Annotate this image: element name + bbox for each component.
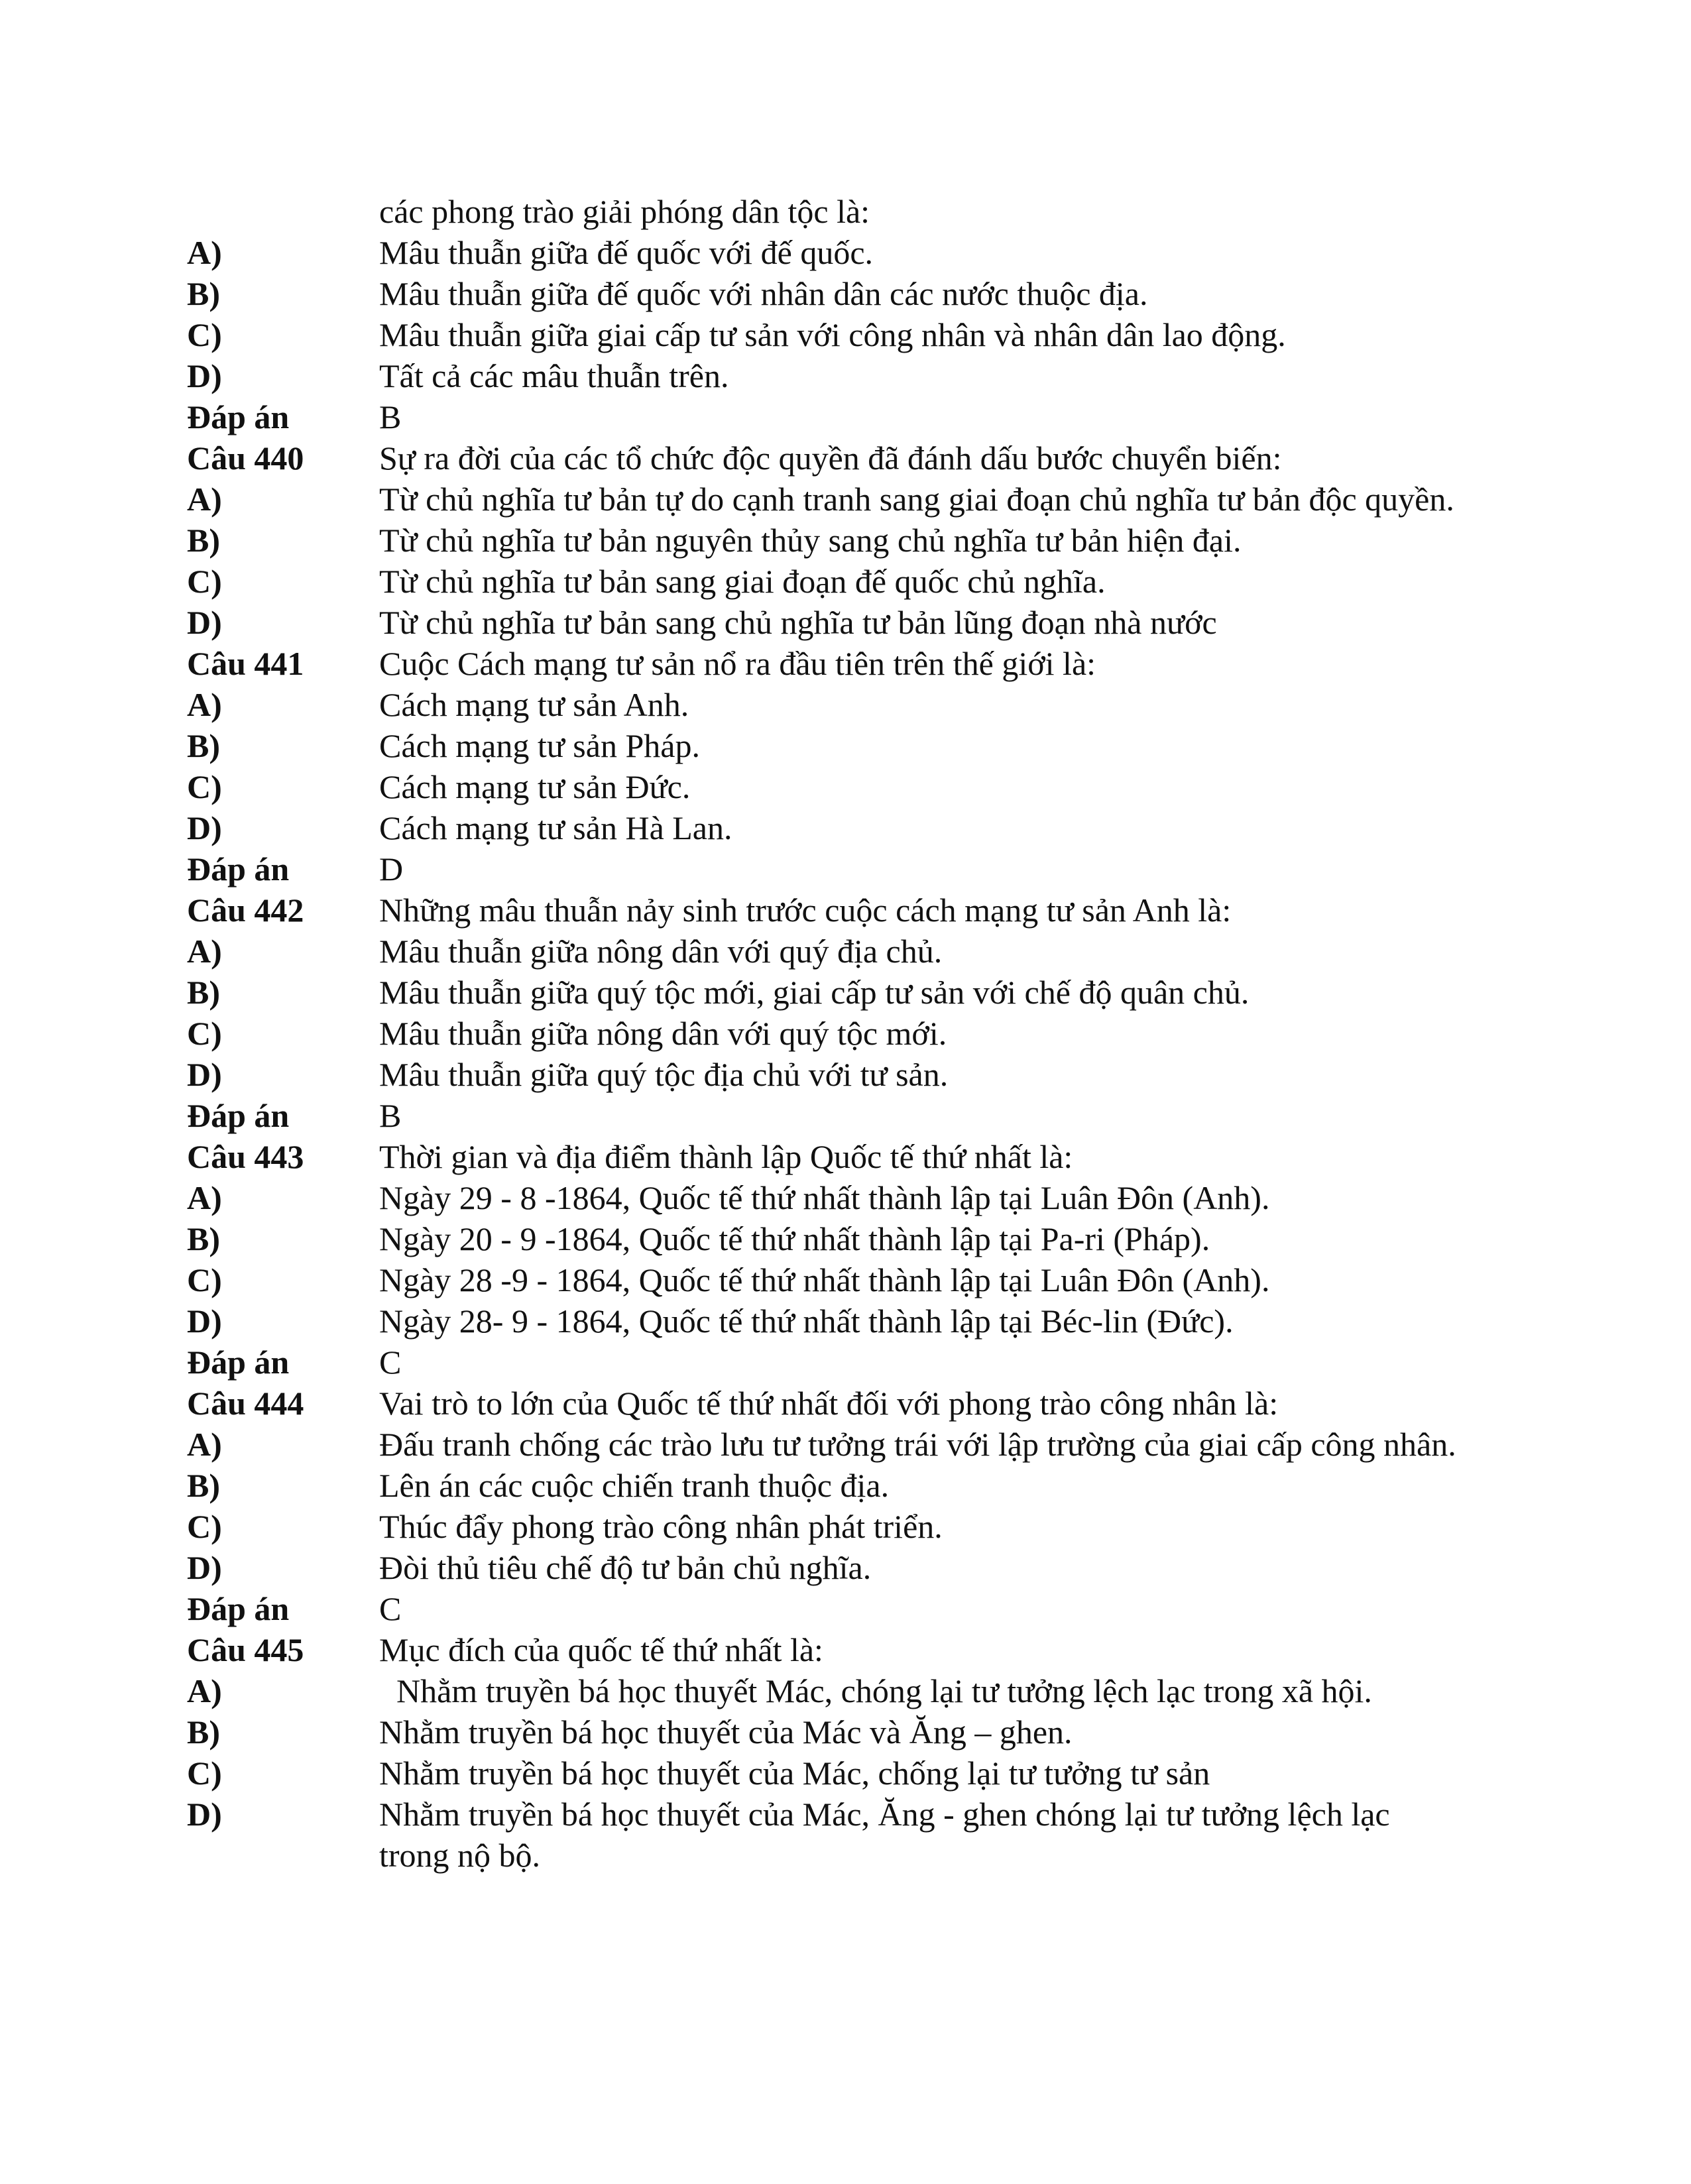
row-text: Cuộc Cách mạng tư sản nổ ra đầu tiên trên thế giới là: [379, 645, 1096, 682]
row-text: Mục đích của quốc tế thứ nhất là: [379, 1631, 823, 1668]
row-text: Ngày 28- 9 - 1864, Quốc tế thứ nhất thành lập tại Béc-lin (Đức). [379, 1302, 1234, 1340]
option-row [187, 1013, 1513, 1054]
row-text: Từ chủ nghĩa tư bản tự do cạnh tranh sang giai đoạn chủ nghĩa tư bản độc quyền. [379, 481, 1454, 518]
row-label: C) [187, 1261, 222, 1298]
option-row [187, 1794, 1513, 1876]
row-label: Câu 442 [187, 891, 304, 929]
option-row [187, 232, 1513, 273]
row-label: Câu 441 [187, 645, 304, 682]
row-text: Ngày 20 - 9 -1864, Quốc tế thứ nhất thành lập tại Pa-ri (Pháp). [379, 1220, 1210, 1257]
row-label: Đáp án [187, 850, 290, 888]
row-text: B [379, 398, 402, 435]
row-text: Mâu thuẫn giữa đế quốc với nhân dân các nước thuộc địa. [379, 275, 1148, 312]
row-text: Mâu thuẫn giữa nông dân với quý tộc mới. [379, 1015, 947, 1052]
option-row [187, 561, 1513, 602]
row-label: D) [187, 1302, 222, 1340]
answer-row [187, 1095, 1513, 1136]
row-label: Đáp án [187, 1590, 290, 1627]
option-row [187, 972, 1513, 1013]
option-row [187, 602, 1513, 643]
row-text: B [379, 1097, 402, 1134]
question-row [187, 437, 1513, 479]
row-label: B) [187, 1220, 220, 1257]
row-text: Nhằm truyền bá học thuyết của Mác, Ăng - ghen chóng lại tư tưởng lệch lạc trong nộ bộ. [379, 1796, 1390, 1874]
option-row [187, 1054, 1513, 1095]
row-label: A) [187, 481, 222, 518]
row-label: D) [187, 1796, 222, 1833]
option-row [187, 1711, 1513, 1753]
row-text: Mâu thuẫn giữa quý tộc địa chủ với tư sản. [379, 1056, 949, 1093]
row-text: Đòi thủ tiêu chế độ tư bản chủ nghĩa. [379, 1549, 872, 1586]
option-row [187, 1547, 1513, 1588]
question-row [187, 1383, 1513, 1424]
row-text: Nhằm truyền bá học thuyết Mác, chóng lại tư tưởng lệch lạc trong xã hội. [396, 1672, 1372, 1709]
row-text: Cách mạng tư sản Anh. [379, 686, 689, 723]
option-row [187, 1753, 1513, 1794]
row-text: Mâu thuẫn giữa quý tộc mới, giai cấp tư sản với chế độ quân chủ. [379, 974, 1250, 1011]
row-text: Sự ra đời của các tổ chức độc quyền đã đánh dấu bước chuyển biến: [379, 439, 1282, 477]
option-row [187, 273, 1513, 314]
row-text: Đấu tranh chống các trào lưu tư tưởng trái với lập trường của giai cấp công nhân. [379, 1426, 1456, 1463]
row-text: C [379, 1590, 402, 1627]
option-row [187, 1506, 1513, 1547]
row-label: Câu 440 [187, 439, 304, 477]
row-text: Từ chủ nghĩa tư bản nguyên thủy sang chủ nghĩa tư bản hiện đại. [379, 522, 1242, 559]
option-row [187, 1424, 1513, 1465]
row-text: D [379, 850, 404, 888]
row-label: Đáp án [187, 1344, 290, 1381]
row-text: Thúc đẩy phong trào công nhân phát triển. [379, 1508, 943, 1545]
row-text: Từ chủ nghĩa tư bản sang chủ nghĩa tư bản lũng đoạn nhà nước [379, 604, 1217, 641]
row-text: Ngày 28 -9 - 1864, Quốc tế thứ nhất thành lập tại Luân Đôn (Anh). [379, 1261, 1270, 1298]
row-label: C) [187, 1015, 222, 1052]
row-text: Thời gian và địa điểm thành lập Quốc tế thứ nhất là: [379, 1138, 1073, 1175]
option-row [187, 1177, 1513, 1218]
row-label: B) [187, 275, 220, 312]
option-row [187, 1465, 1513, 1506]
row-label: D) [187, 1056, 222, 1093]
row-label: B) [187, 974, 220, 1011]
option-row [187, 520, 1513, 561]
row-label: D) [187, 357, 222, 394]
option-row [187, 314, 1513, 355]
row-text: Cách mạng tư sản Hà Lan. [379, 809, 732, 846]
row-text: Nhằm truyền bá học thuyết của Mác và Ăng – ghen. [379, 1713, 1073, 1751]
row-label: Câu 443 [187, 1138, 304, 1175]
option-row [187, 766, 1513, 807]
row-text: Từ chủ nghĩa tư bản sang giai đoạn đế quốc chủ nghĩa. [379, 563, 1106, 600]
row-text: các phong trào giải phóng dân tộc là: [379, 193, 870, 230]
question-continuation-row [187, 191, 1513, 232]
row-label: A) [187, 686, 222, 723]
row-text: Tất cả các mâu thuẫn trên. [379, 357, 729, 394]
row-label: B) [187, 1467, 220, 1504]
row-label: A) [187, 1426, 222, 1463]
row-label: C) [187, 1754, 222, 1792]
row-label: C) [187, 316, 222, 353]
question-row [187, 1136, 1513, 1177]
row-label: B) [187, 727, 220, 764]
row-label: C) [187, 768, 222, 805]
option-row [187, 807, 1513, 848]
row-label: A) [187, 1179, 222, 1216]
row-text: Ngày 29 - 8 -1864, Quốc tế thứ nhất thành lập tại Luân Đôn (Anh). [379, 1179, 1270, 1216]
row-text: Cách mạng tư sản Đức. [379, 768, 691, 805]
question-row [187, 643, 1513, 684]
row-label: C) [187, 563, 222, 600]
option-row [187, 684, 1513, 725]
row-label: A) [187, 234, 222, 271]
row-text: Cách mạng tư sản Pháp. [379, 727, 700, 764]
row-text: Nhằm truyền bá học thuyết của Mác, chống lại tư tưởng tư sản [379, 1754, 1210, 1792]
option-row [187, 355, 1513, 396]
row-label: Câu 445 [187, 1631, 304, 1668]
row-text: C [379, 1344, 402, 1381]
option-row [187, 1218, 1513, 1259]
row-label: D) [187, 604, 222, 641]
answer-row [187, 1588, 1513, 1629]
option-row [187, 1670, 1513, 1711]
row-label: A) [187, 1672, 222, 1709]
row-label: D) [187, 809, 222, 846]
answer-row [187, 1342, 1513, 1383]
row-label: Đáp án [187, 1097, 290, 1134]
option-row [187, 725, 1513, 766]
row-text: Mâu thuẫn giữa nông dân với quý địa chủ. [379, 933, 943, 970]
row-label: Đáp án [187, 398, 290, 435]
option-row [187, 1259, 1513, 1300]
answer-row [187, 848, 1513, 890]
option-row [187, 1300, 1513, 1342]
row-label: A) [187, 933, 222, 970]
row-label: Câu 444 [187, 1385, 304, 1422]
row-label: D) [187, 1549, 222, 1586]
row-text: Mâu thuẫn giữa đế quốc với đế quốc. [379, 234, 874, 271]
option-row [187, 931, 1513, 972]
row-text: Mâu thuẫn giữa giai cấp tư sản với công nhân và nhân dân lao động. [379, 316, 1286, 353]
question-row [187, 890, 1513, 931]
question-row [187, 1629, 1513, 1670]
row-label: B) [187, 1713, 220, 1751]
option-row [187, 479, 1513, 520]
row-text: Lên án các cuộc chiến tranh thuộc địa. [379, 1467, 890, 1504]
document-page [187, 191, 1513, 1876]
answer-row [187, 396, 1513, 437]
row-label: C) [187, 1508, 222, 1545]
row-label: B) [187, 522, 220, 559]
row-text: Những mâu thuẫn nảy sinh trước cuộc cách mạng tư sản Anh là: [379, 891, 1232, 929]
row-text: Vai trò to lớn của Quốc tế thứ nhất đối với phong trào công nhân là: [379, 1385, 1279, 1422]
